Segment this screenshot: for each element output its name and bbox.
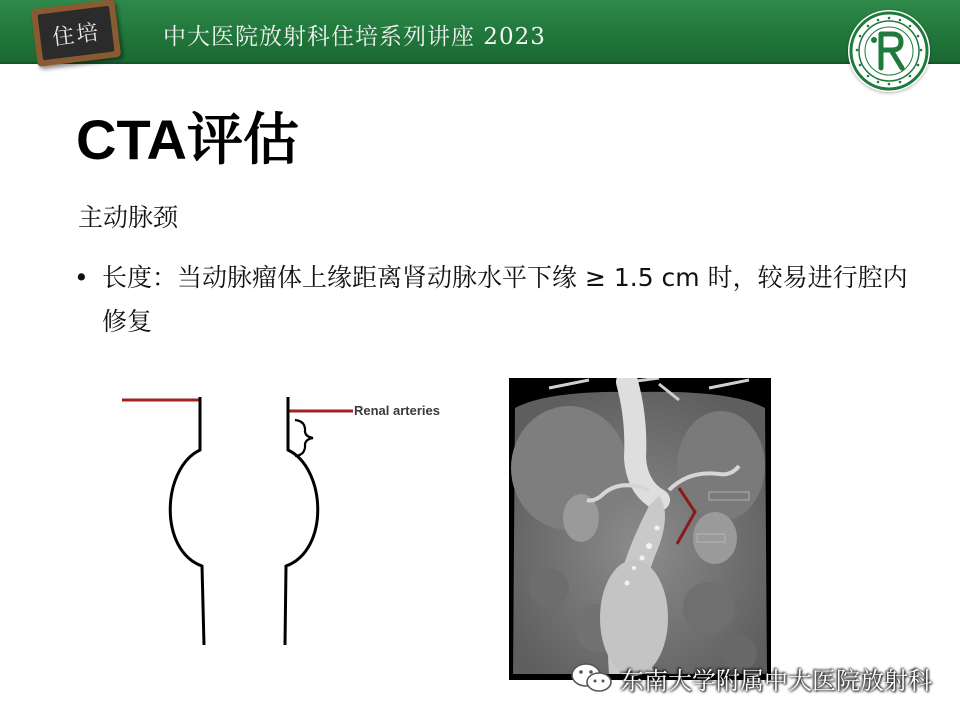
- badge-text: 住培: [37, 6, 114, 60]
- renal-arteries-label: Renal arteries: [354, 403, 440, 418]
- header-band: [0, 0, 960, 64]
- residency-badge: [31, 0, 121, 67]
- ct-angiography-image: [509, 378, 771, 680]
- right-aortic-wall: [285, 397, 318, 645]
- watermark-text: 东南大学附属中大医院放射科: [620, 666, 932, 695]
- left-aortic-wall: [170, 397, 204, 645]
- bullet-text: 长度：当动脉瘤体上缘距离肾动脉水平下缘 ≥ 1.5 cm 时，较易进行腔内修复: [102, 263, 908, 336]
- hospital-logo-icon: [848, 10, 930, 92]
- header-title: 中大医院放射科住培系列讲座 2023: [163, 24, 546, 50]
- section-subtitle: 主动脉颈: [78, 203, 179, 232]
- neck-brace: [295, 420, 313, 456]
- bullet-marker: •: [74, 263, 89, 292]
- aneurysm-diagram: [110, 380, 470, 654]
- watermark: [570, 658, 932, 698]
- slide-title: CTA评估: [76, 108, 299, 171]
- wechat-icon: [570, 660, 614, 696]
